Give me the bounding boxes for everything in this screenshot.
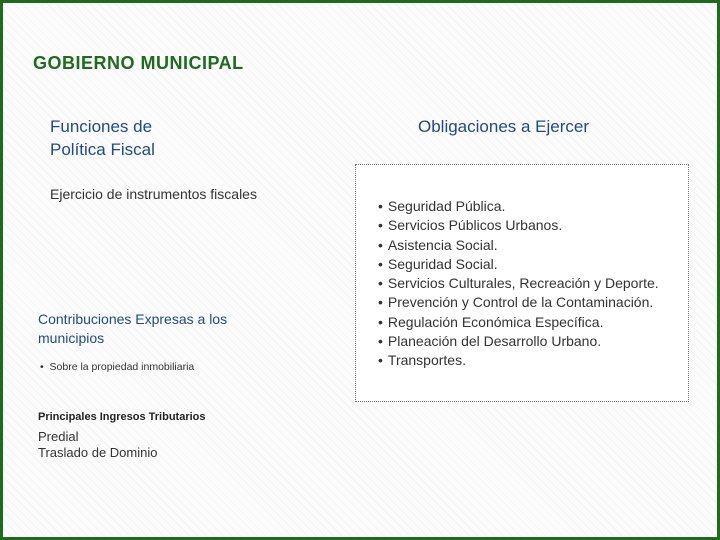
property-bullet-text: Sobre la propiedad inmobiliaria [49, 361, 195, 373]
bullet-dot-icon: • [378, 333, 383, 350]
bullet-dot-icon: • [378, 255, 383, 272]
property-bullet [40, 361, 194, 373]
bullet-dot-icon: • [378, 352, 383, 369]
bullet-dot-icon: • [378, 198, 383, 214]
list-item: • Transportes. [378, 352, 466, 369]
list-item: • Servicios Públicos Urbanos. [378, 217, 563, 234]
bullet-dot-icon: • [378, 236, 383, 253]
obligations-list [378, 197, 688, 371]
bullet-dot-icon: • [378, 313, 383, 330]
fiscal-functions-heading: Funciones de Política Fiscal [50, 117, 155, 159]
contributions-heading: Contribuciones Expresas a los municipios [38, 311, 228, 346]
list-item: • Seguridad Pública. [378, 198, 506, 214]
bullet-dot-icon: • [40, 361, 50, 373]
tax-revenue-label: Principales Ingresos Tributarios [38, 411, 206, 423]
slide-title: GOBIERNO MUNICIPAL [33, 53, 244, 73]
obligations-box [355, 164, 689, 402]
tax-revenue-item: Predial [38, 429, 79, 444]
bullet-dot-icon: • [378, 294, 383, 311]
bullet-dot-icon: • [378, 275, 383, 292]
fiscal-instruments-text: Ejercicio de instrumentos fiscales [50, 186, 257, 202]
tax-revenue-item: Traslado de Dominio [38, 445, 158, 460]
list-item: • Seguridad Social. [378, 255, 498, 272]
list-item: • Servicios Culturales, Recreación y Deporte. [378, 275, 659, 292]
list-item: • Prevención y Control de la Contaminación. [378, 294, 654, 311]
list-item: • Regulación Económica Específica. [378, 313, 604, 330]
bullet-dot-icon: • [378, 217, 383, 234]
list-item: • Planeación del Desarrollo Urbano. [378, 333, 602, 350]
obligations-heading: Obligaciones a Ejercer [418, 117, 590, 136]
list-item: • Asistencia Social. [378, 236, 498, 253]
